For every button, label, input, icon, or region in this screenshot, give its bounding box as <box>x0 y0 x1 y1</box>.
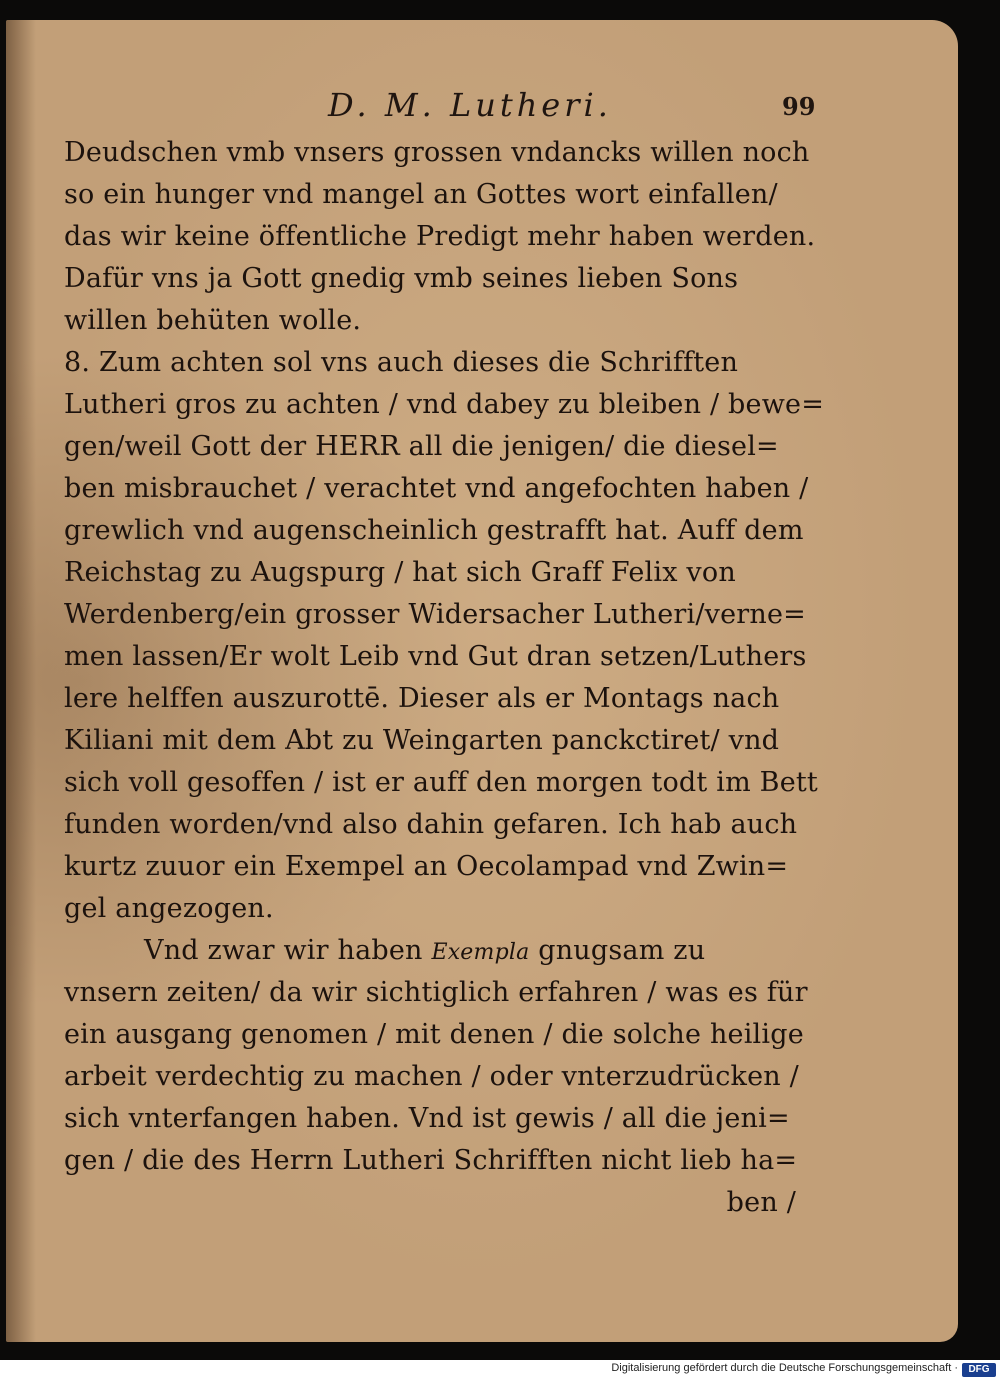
text-line: ein ausgang genomen / mit denen / die solche heilige <box>64 1019 804 1050</box>
text-line: lere helffen auszurottē. Dieser als er Montags nach <box>64 683 780 714</box>
text-line: sich vnterfangen haben. Vnd ist gewis / all die jeni= <box>64 1103 790 1134</box>
dfg-logo: DFG <box>962 1363 996 1377</box>
text-line: Kiliani mit dem Abt zu Weingarten panckctiret/ vnd <box>64 725 780 756</box>
text-line: Werdenberg/ein grosser Widersacher Lutheri/verne= <box>64 599 806 630</box>
text-line: arbeit verdechtig zu machen / oder vnterzudrücken / <box>64 1061 799 1092</box>
text-line: vnsern zeiten/ da wir sichtiglich erfahren / was es für <box>64 977 808 1008</box>
page-number: 99 <box>782 92 816 121</box>
text-line: willen behüten wolle. <box>64 305 362 336</box>
running-head-title: D. M. Lutheri. <box>328 86 612 124</box>
page-gutter-shadow <box>6 20 36 1342</box>
text-line: men lassen/Er wolt Leib vnd Gut dran setzen/Luthers <box>64 641 807 672</box>
text-line: gel angezogen. <box>64 893 274 924</box>
text-line: kurtz zuuor ein Exempel an Oecolampad vnd Zwin= <box>64 851 789 882</box>
text-line: Lutheri gros zu achten / vnd dabey zu bleiben / bewe= <box>64 389 825 420</box>
text-line: gen / die des Herrn Lutheri Schrifften nicht lieb ha= <box>64 1145 798 1176</box>
text-line: Reichstag zu Augspurg / hat sich Graff Felix von <box>64 557 736 588</box>
text-line: so ein hunger vnd mangel an Gottes wort einfallen/ <box>64 179 778 210</box>
text-line: Deudschen vmb vnsers grossen vndancks willen noch <box>64 137 810 168</box>
text-line: das wir keine öffentliche Predigt mehr haben werden. <box>64 221 816 252</box>
text-line: ben misbrauchet / verachtet vnd angefochten haben / <box>64 473 809 504</box>
page-body-text <box>64 132 824 1224</box>
book-page <box>6 20 958 1342</box>
catchword: ben / <box>726 1187 796 1218</box>
text-line: grewlich vnd augenscheinlich gestrafft hat. Auff dem <box>64 515 804 546</box>
text-line: Dafür vns ja Gott gnedig vmb seines lieben Sons <box>64 263 739 294</box>
text-line: sich voll gesoffen / ist er auff den morgen todt im Bett <box>64 767 818 798</box>
digitization-footer <box>0 1360 1000 1380</box>
funding-credit: Digitalisierung gefördert durch die Deutsche Forschungsgemeinschaft · <box>611 1362 958 1374</box>
paragraph-first-line <box>64 930 824 972</box>
text-line: 8. Zum achten sol vns auch dieses die Schrifften <box>64 347 739 378</box>
text-line: funden worden/vnd also dahin gefaren. Ich hab auch <box>64 809 798 840</box>
text-line: gen/weil Gott der HERR all die jenigen/ die diesel= <box>64 431 779 462</box>
text-fragment: Vnd zwar wir haben <box>144 935 432 966</box>
latin-word: Exempla <box>431 940 530 965</box>
text-fragment: gnugsam zu <box>529 935 706 966</box>
running-head <box>6 86 958 136</box>
